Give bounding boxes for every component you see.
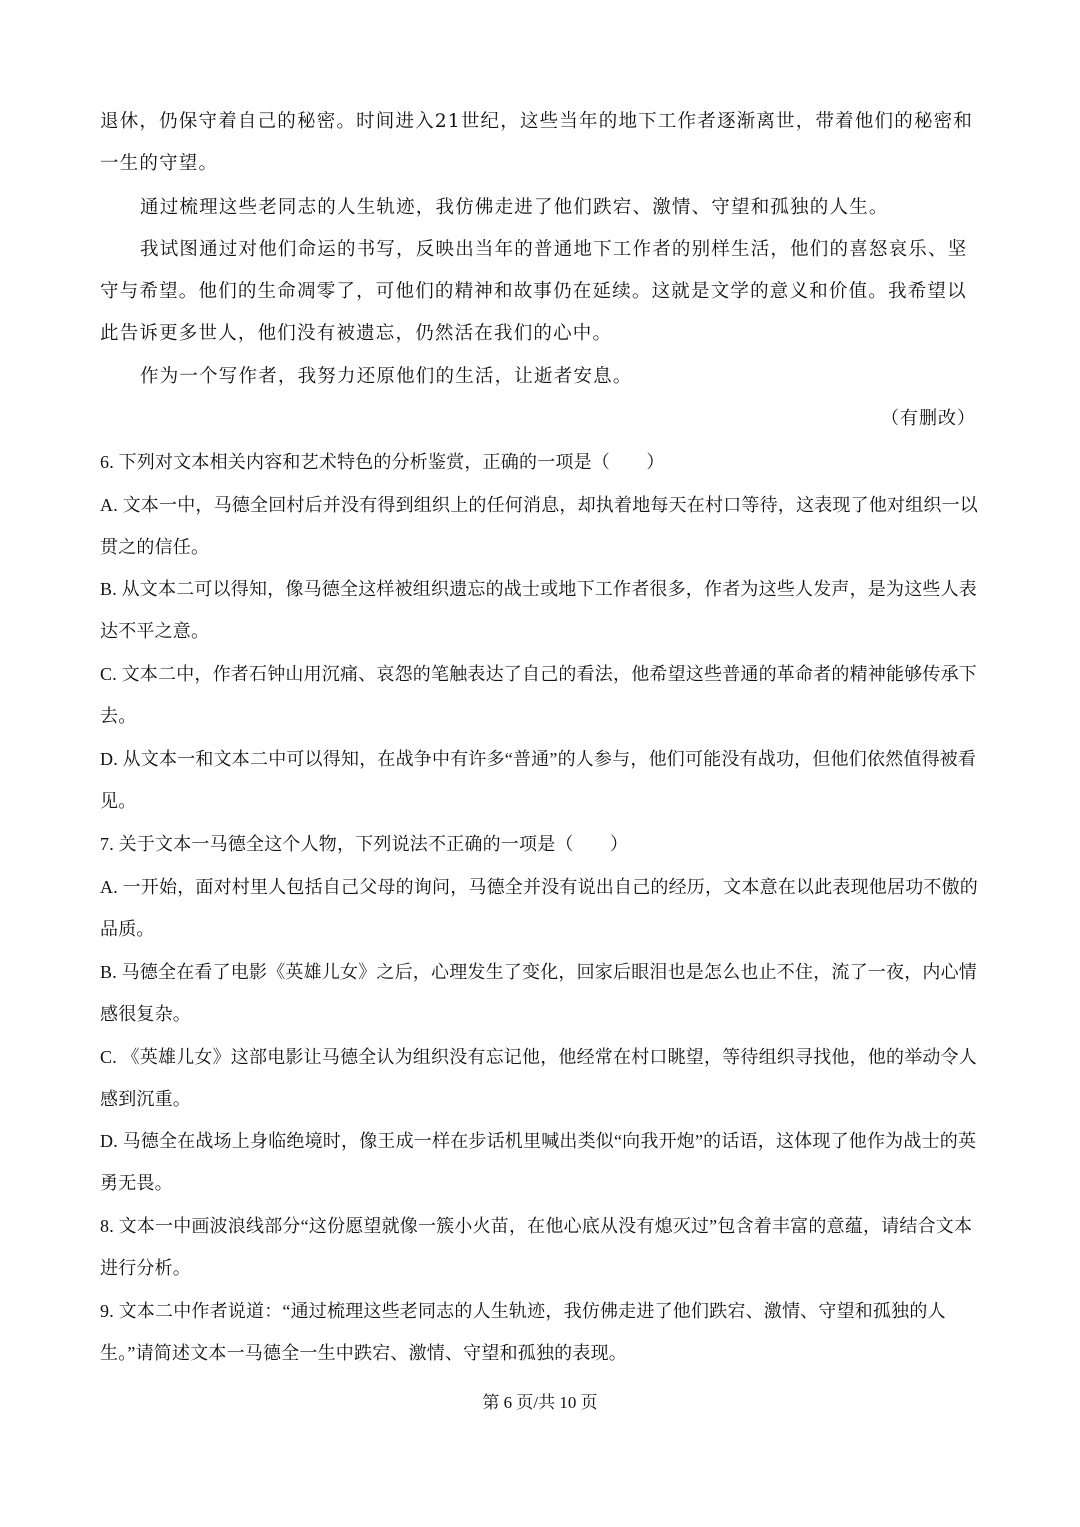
- question-7-option-a: A. 一开始，面对村里人包括自己父母的询问，马德全并没有说出自己的经历，文本意在以此表现他居功不傲的品质。: [100, 877, 978, 939]
- question-7-stem: 7. 关于文本一马德全这个人物，下列说法不正确的一项是（ ）: [100, 834, 629, 854]
- question-8: 8. 文本一中画波浪线部分“这份愿望就像一簇小火苗，在他心底从没有熄灭过”包含着丰富的意蕴，请结合文本进行分析。: [100, 1216, 973, 1278]
- page-number-footer: 第 6 页/共 10 页: [482, 1393, 598, 1412]
- question-6-option-a: A. 文本一中，马德全回村后并没有得到组织上的任何消息，却执着地每天在村口等待，这表现了他对组织一以贯之的信任。: [100, 495, 978, 557]
- question-6-option-b: B. 从文本二可以得知，像马德全这样被组织遗忘的战士或地下工作者很多，作者为这些人发声，是为这些人表达不平之意。: [100, 579, 978, 641]
- passage-paragraph-1: 退休，仍保守着自己的秘密。时间进入21世纪，这些当年的地下工作者逐渐离世，带着他们的秘密和一生的守望。: [100, 111, 974, 174]
- question-9: 9. 文本二中作者说道：“通过梳理这些老同志的人生轨迹，我仿佛走进了他们跌宕、激情、守望和孤独的人生。”请简述文本一马德全一生中跌宕、激情、守望和孤独的表现。: [100, 1301, 946, 1363]
- question-6-option-c: C. 文本二中，作者石钟山用沉痛、哀怨的笔触表达了自己的看法，他希望这些普通的革命者的精神能够传承下去。: [100, 664, 978, 726]
- question-6-stem: 6. 下列对文本相关内容和艺术特色的分析鉴赏，正确的一项是（ ）: [100, 452, 665, 472]
- question-7-option-d: D. 马德全在战场上身临绝境时，像王成一样在步话机里喊出类似“向我开炮”的话语，这体现了他作为战士的英勇无畏。: [100, 1131, 977, 1193]
- question-7-option-c: C. 《英雄儿女》这部电影让马德全认为组织没有忘记他，他经常在村口眺望，等待组织寻找他，他的举动令人感到沉重。: [100, 1047, 978, 1109]
- passage-paragraph-4: 作为一个写作者，我努力还原他们的生活，让逝者安息。: [140, 366, 633, 387]
- passage-paragraph-2: 通过梳理这些老同志的人生轨迹，我仿佛走进了他们跌宕、激情、守望和孤独的人生。: [140, 197, 889, 218]
- question-6-option-d: D. 从文本一和文本二中可以得知，在战争中有许多“普通”的人参与，他们可能没有战功，但他们依然值得被看见。: [100, 749, 977, 811]
- passage-paragraph-3: 我试图通过对他们命运的书写，反映出当年的普通地下工作者的别样生活，他们的喜怒哀乐、坚守与希望。他们的生命凋零了，可他们的精神和故事仍在延续。这就是文学的意义和价值。我希望以此告诉更多世人，他们没有被遗忘，仍然活在我们的心中。: [100, 239, 968, 344]
- question-7-option-b: B. 马德全在看了电影《英雄儿女》之后，心理发生了变化，回家后眼泪也是怎么也止不住，流了一夜，内心情感很复杂。: [100, 962, 978, 1024]
- revision-note: （有删改）: [881, 408, 976, 429]
